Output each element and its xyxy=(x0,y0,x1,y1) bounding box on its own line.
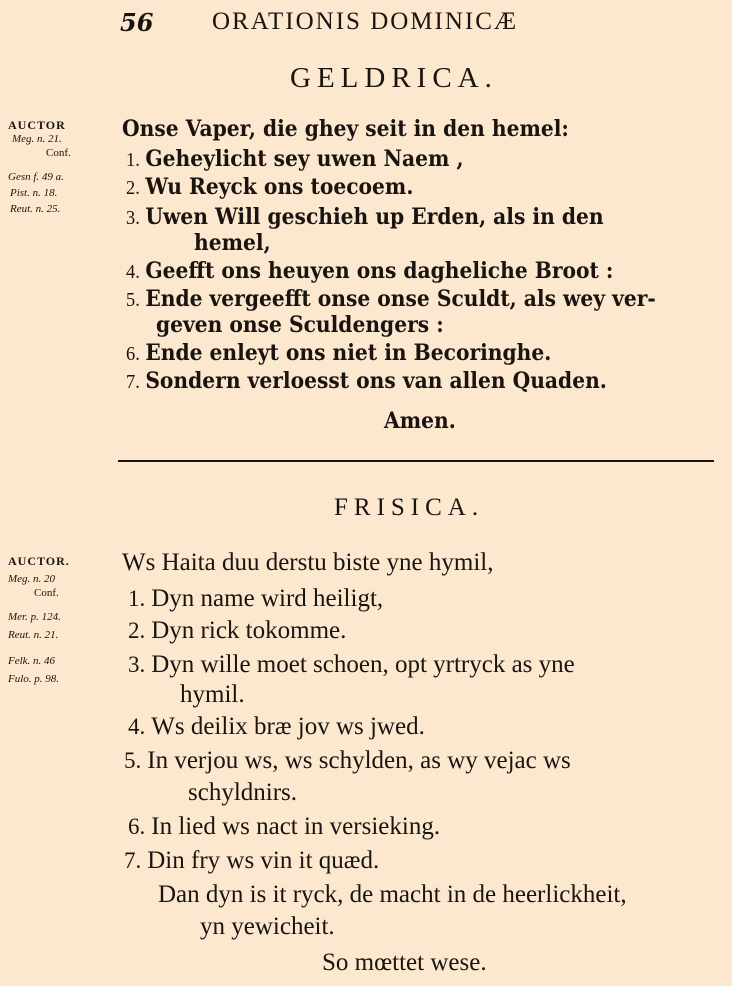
margin-note: Meg. n. 20 xyxy=(8,573,56,585)
margin-note: Reut. n. 21. xyxy=(8,629,59,641)
margin-note-auctor: AUCTOR. xyxy=(8,554,70,568)
margin-note: Conf. xyxy=(34,587,59,599)
prayer-line: 7. Din fry ws vin it quæd. xyxy=(124,847,380,874)
doxology-line: Dan dyn is it ryck, de macht in de heerlickheit, xyxy=(158,881,627,908)
margin-note: Pist. n. 18. xyxy=(10,187,58,199)
margin-note-auctor: AUCTOR xyxy=(8,118,66,132)
margin-note: Gesn f. 49 a. xyxy=(8,171,64,183)
section-title-geldrica: GELDRICA. xyxy=(290,62,498,94)
margin-note: Reut. n. 25. xyxy=(10,203,61,215)
prayer-line: 4. Geefft ons heuyen ons dagheliche Broot : xyxy=(126,258,614,284)
prayer-line: 3. Dyn wille moet schoen, opt yrtryck as yne xyxy=(128,651,575,678)
prayer-line-continuation: geven onse Sculdengers : xyxy=(156,312,444,338)
margin-note: Fulo. p. 98. xyxy=(8,673,60,685)
prayer-line: 1. Geheylicht sey uwen Naem , xyxy=(126,146,464,172)
section-title-frisica: FRISICA. xyxy=(334,494,485,521)
prayer-line: 5. In verjou ws, ws schylden, as wy vejac ws xyxy=(124,747,571,774)
margin-note: Meg. n. 21. xyxy=(12,133,62,145)
page-number: 56 xyxy=(120,8,154,37)
prayer-opening: Onse Vaper, die ghey seit in den hemel: xyxy=(122,116,569,142)
prayer-opening: Ws Haita duu derstu biste yne hymil, xyxy=(122,549,494,576)
prayer-line: 3. Uwen Will geschieh up Erden, als in den xyxy=(126,204,604,230)
doxology-line: yn yewicheit. xyxy=(200,913,335,940)
section-divider xyxy=(118,460,714,462)
margin-note: Felk. n. 46 xyxy=(8,655,56,667)
prayer-line: 4. Ws deilix bræ jov ws jwed. xyxy=(128,713,425,740)
margin-note: Mer. p. 124. xyxy=(8,611,61,623)
prayer-line: 5. Ende vergeefft onse onse Sculdt, als wey ver- xyxy=(126,286,656,312)
closing: So mœttet wese. xyxy=(322,949,487,976)
prayer-line: 2. Wu Reyck ons toecoem. xyxy=(126,174,414,200)
prayer-line-continuation: hemel, xyxy=(194,230,271,256)
prayer-line: 7. Sondern verloesst ons van allen Quaden. xyxy=(126,368,607,394)
running-head: ORATIONIS DOMINICÆ xyxy=(212,8,519,35)
prayer-line: 1. Dyn name wird heiligt, xyxy=(128,585,384,612)
prayer-line: 6. In lied ws nact in versieking. xyxy=(128,813,441,840)
prayer-line: 2. Dyn rick tokomme. xyxy=(128,617,347,644)
amen: Amen. xyxy=(384,408,456,434)
margin-note: Conf. xyxy=(46,147,71,159)
prayer-line: 6. Ende enleyt ons niet in Becoringhe. xyxy=(126,340,552,366)
prayer-line-continuation: schyldnirs. xyxy=(188,779,298,806)
prayer-line-continuation: hymil. xyxy=(180,681,245,708)
